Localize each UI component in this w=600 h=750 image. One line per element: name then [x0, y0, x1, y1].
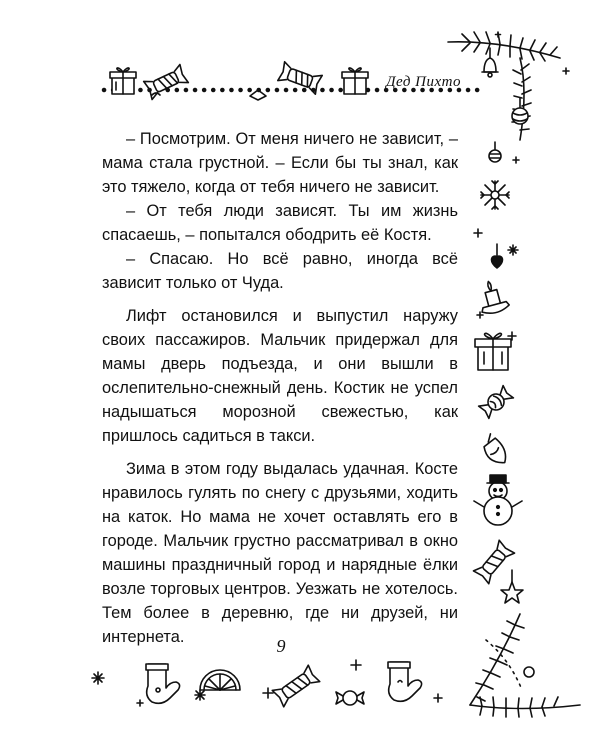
- page-number: 9: [276, 636, 286, 656]
- mitten-icon: [388, 662, 422, 701]
- gift-icon: [110, 68, 136, 94]
- mitten-icon: [146, 664, 180, 703]
- paragraph: – От тебя люди зависят. Ты им жизнь спасаешь, – попытался ободрить её Костя.: [102, 202, 458, 244]
- candy-icon: [144, 64, 189, 99]
- snowman-icon: [474, 475, 522, 525]
- paragraph: Лифт остановился и выпустил наружу своих пассажиров. Мальчик придержал для мамы дверь подъезда, и они вышли в ослепительно-снежный день. Костик не успел надышаться морозной свежестью, как пришлось садиться в такси.: [102, 307, 458, 445]
- paragraph: – Спасаю. Но всё равно, иногда всё зависит только от Чуда.: [102, 250, 458, 292]
- fir-branch-icon: [448, 32, 560, 140]
- star-icon: [474, 157, 519, 340]
- candy-icon: [272, 665, 320, 707]
- gift-icon: [475, 333, 511, 370]
- sparkle-icon: [496, 32, 570, 74]
- star-icon: [501, 570, 523, 603]
- candle-icon: [475, 278, 510, 316]
- paragraph: – Посмотрим. От меня ничего не зависит, – мама стала грустной. – Если бы ты знал, как это тяжело, когда от тебя ничего не зависит.: [102, 130, 458, 196]
- heart-icon: [492, 244, 503, 268]
- citrus-slice-icon: [200, 670, 240, 690]
- bow-icon: [152, 90, 266, 100]
- candy-icon: [479, 386, 514, 419]
- snowflake-icon: [481, 181, 509, 209]
- gift-icon: [342, 68, 368, 94]
- fir-branch-icon: [470, 614, 580, 717]
- star-icon: [92, 660, 442, 706]
- paragraph: Зима в этом году выдалась удачная. Косте нравилось гулять по снегу с друзьями, ходить на каток. Но мама не хочет оставлять его в городе. Мальчик грустно рассматривал в окно машины праздничный город и нарядные ёлки возле торговых центров. Уезжать не хотелось. Тем более в деревню, где ни друзей, ни интернета.: [102, 460, 458, 646]
- bauble-icon: [479, 432, 510, 469]
- bell-icon: [482, 48, 498, 77]
- candy-icon: [278, 62, 322, 94]
- body-text: [102, 127, 458, 649]
- candy-icon: [473, 540, 514, 583]
- running-header-author: Дед Пихто: [386, 74, 461, 90]
- bauble-icon: [512, 98, 528, 124]
- ornament-icon: [489, 142, 501, 162]
- candy-icon: [336, 691, 364, 705]
